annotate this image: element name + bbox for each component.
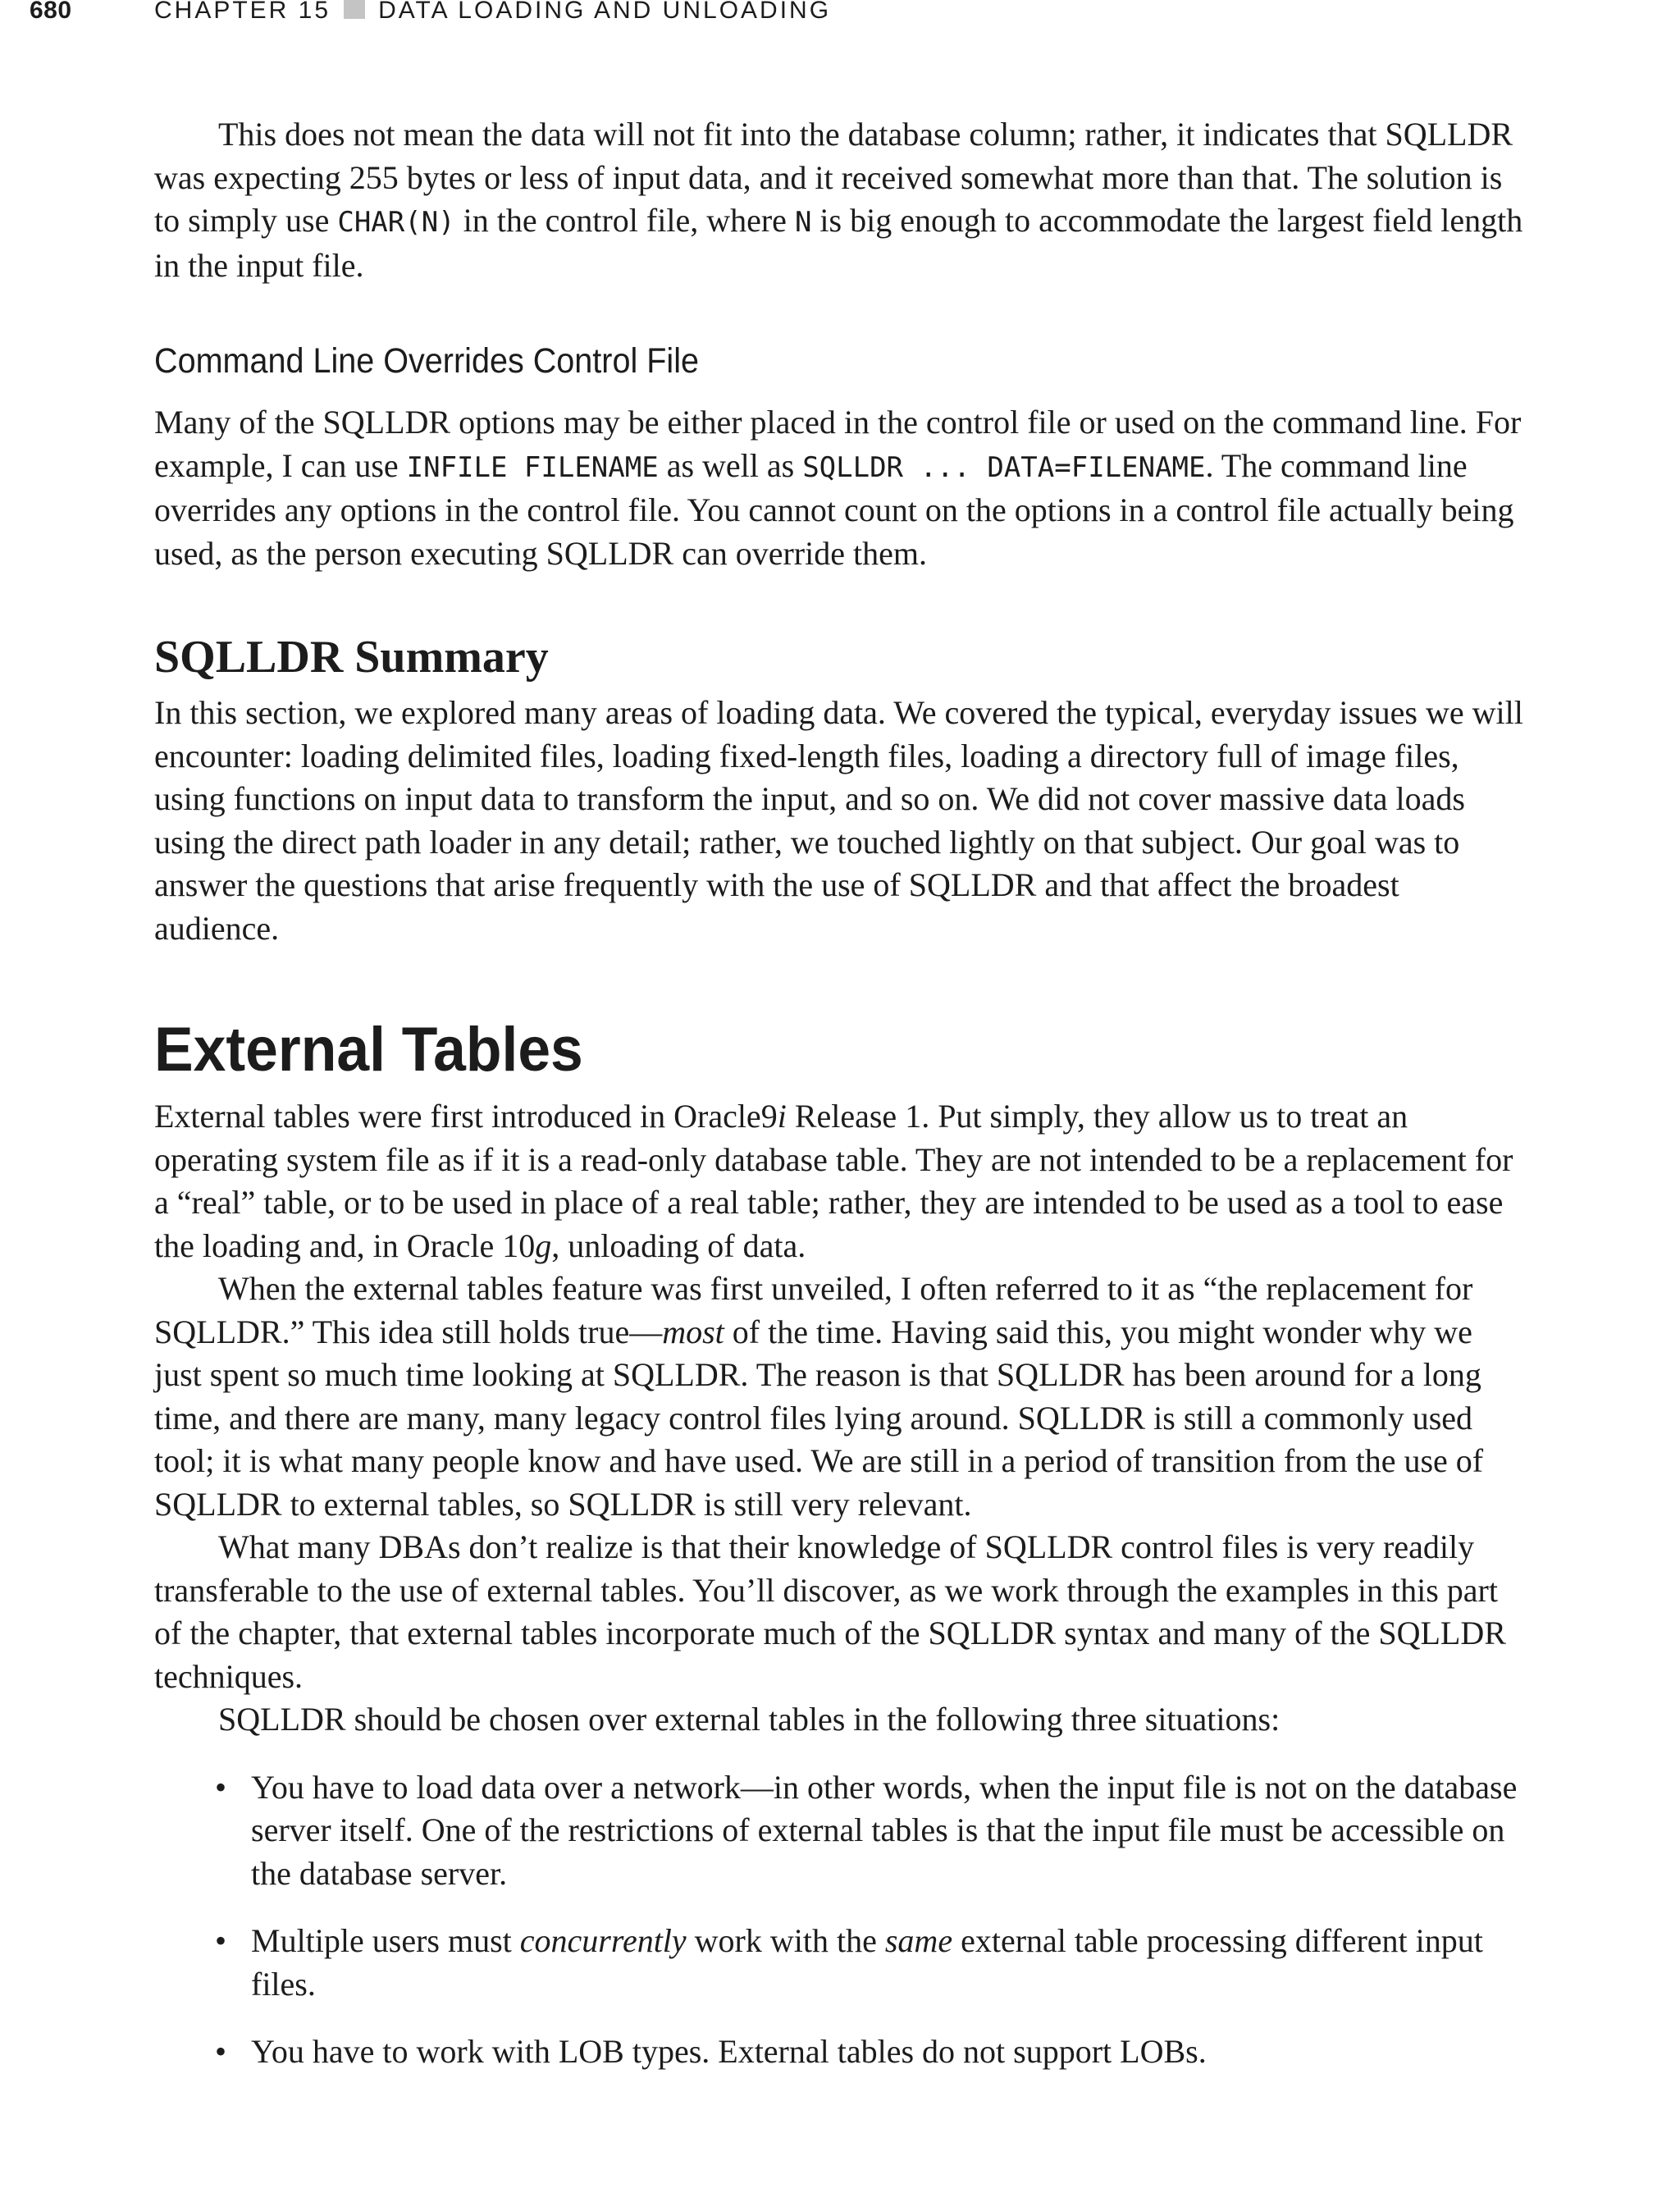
code-n: N: [794, 206, 812, 239]
bullet-icon: •: [215, 1922, 227, 1959]
paragraph-dba-knowledge: What many DBAs don’t realize is that their knowledge of SQLLDR control files is very readily transferable to the use of external tables. You’ll discover, as we work through the examples in this part of the chapter, that external tables incorporate much of the SQLLDR syntax and many of the SQLLDR techniques.: [154, 1528, 1506, 1695]
list-item: • You have to load data over a network—in other words, when the input file is not on the database server itself. One of the restrictions of external tables is that the input file must be accessible on the database server.: [154, 1766, 1526, 1896]
paragraph-replacement: When the external tables feature was first unveiled, I often referred to it as “the replacement for SQLLDR.” This idea still holds true—most of the time. Having said this, you might wonder why we just spent so much time looking at SQLLDR. The reason is that SQLLDR has been around for a long time, and there are many, many legacy control files lying around. SQLLDR is still a commonly used tool; it is what many people know and have used. We are still in a period of transition from the use of SQLLDR to external tables, so SQLLDR is still very relevant.: [154, 1270, 1484, 1523]
bullet-icon: •: [215, 2033, 227, 2070]
page-body: [154, 113, 1526, 2099]
chapter-title: DATA LOADING AND UNLOADING: [378, 0, 832, 24]
list-item: • You have to work with LOB types. External tables do not support LOBs.: [154, 2030, 1526, 2074]
paragraph-command-line: Many of the SQLLDR options may be either placed in the control file or used on the command line. For example, I can use INFILE FILENAME as well as SQLLDR ... DATA=FILENAME. The command line overrides any options in the control file. You cannot count on the options in a control file actually being used, as the person executing SQLLDR can override them.: [154, 404, 1522, 572]
paragraph-external-intro: External tables were first introduced in Oracle9i Release 1. Put simply, they allow us to treat an operating system file as if it is a read-only database table. They are not intended to be a replacement for a “real” table, or to be used in place of a real table; rather, they are intended to be used as a tool to ease the loading and, in Oracle 10g, unloading of data.: [154, 1098, 1513, 1264]
heading-sqlldr-summary: SQLLDR Summary: [154, 632, 549, 683]
page-number: 680: [30, 0, 72, 24]
paragraph-summary: In this section, we explored many areas of loading data. We covered the typical, everyday issues we will encounter: loading delimited files, loading fixed-length files, loading a directory full of image files, using functions on input data to transform the input, and so on. We did not cover massive data loads using the direct path loader in any detail; rather, we touched lightly on that subject. Our goal was to answer the questions that arise frequently with the use of SQLLDR and that affect the broadest audience.: [154, 694, 1523, 947]
chapter-header: [154, 0, 831, 25]
list-item: • Multiple users must concurrently work with the same external table processing different input files.: [154, 1920, 1526, 2006]
code-char-n: CHAR(N): [337, 206, 455, 239]
situations-list: [154, 1766, 1526, 2074]
bullet-icon: •: [215, 1768, 227, 1806]
chapter-separator-square: [344, 0, 365, 19]
heading-external-tables: External Tables: [154, 1015, 583, 1085]
paragraph-three-situations: SQLLDR should be chosen over external tables in the following three situations:: [218, 1701, 1281, 1738]
code-infile: INFILE FILENAME: [406, 450, 659, 484]
running-head: [0, 0, 1680, 33]
code-sqlldr-data: SQLLDR ... DATA=FILENAME: [802, 450, 1206, 484]
paragraph-char-n: This does not mean the data will not fit into the database column; rather, it indicates that SQLLDR was expecting 255 bytes or less of input data, and it received somewhat more than that. The solution is to simply use CHAR(N) in the control file, where N is big enough to accommodate the largest field length in the input file.: [154, 116, 1523, 284]
chapter-label: CHAPTER 15: [154, 0, 331, 24]
subheading-command-line-overrides: Command Line Overrides Control File: [154, 341, 699, 381]
